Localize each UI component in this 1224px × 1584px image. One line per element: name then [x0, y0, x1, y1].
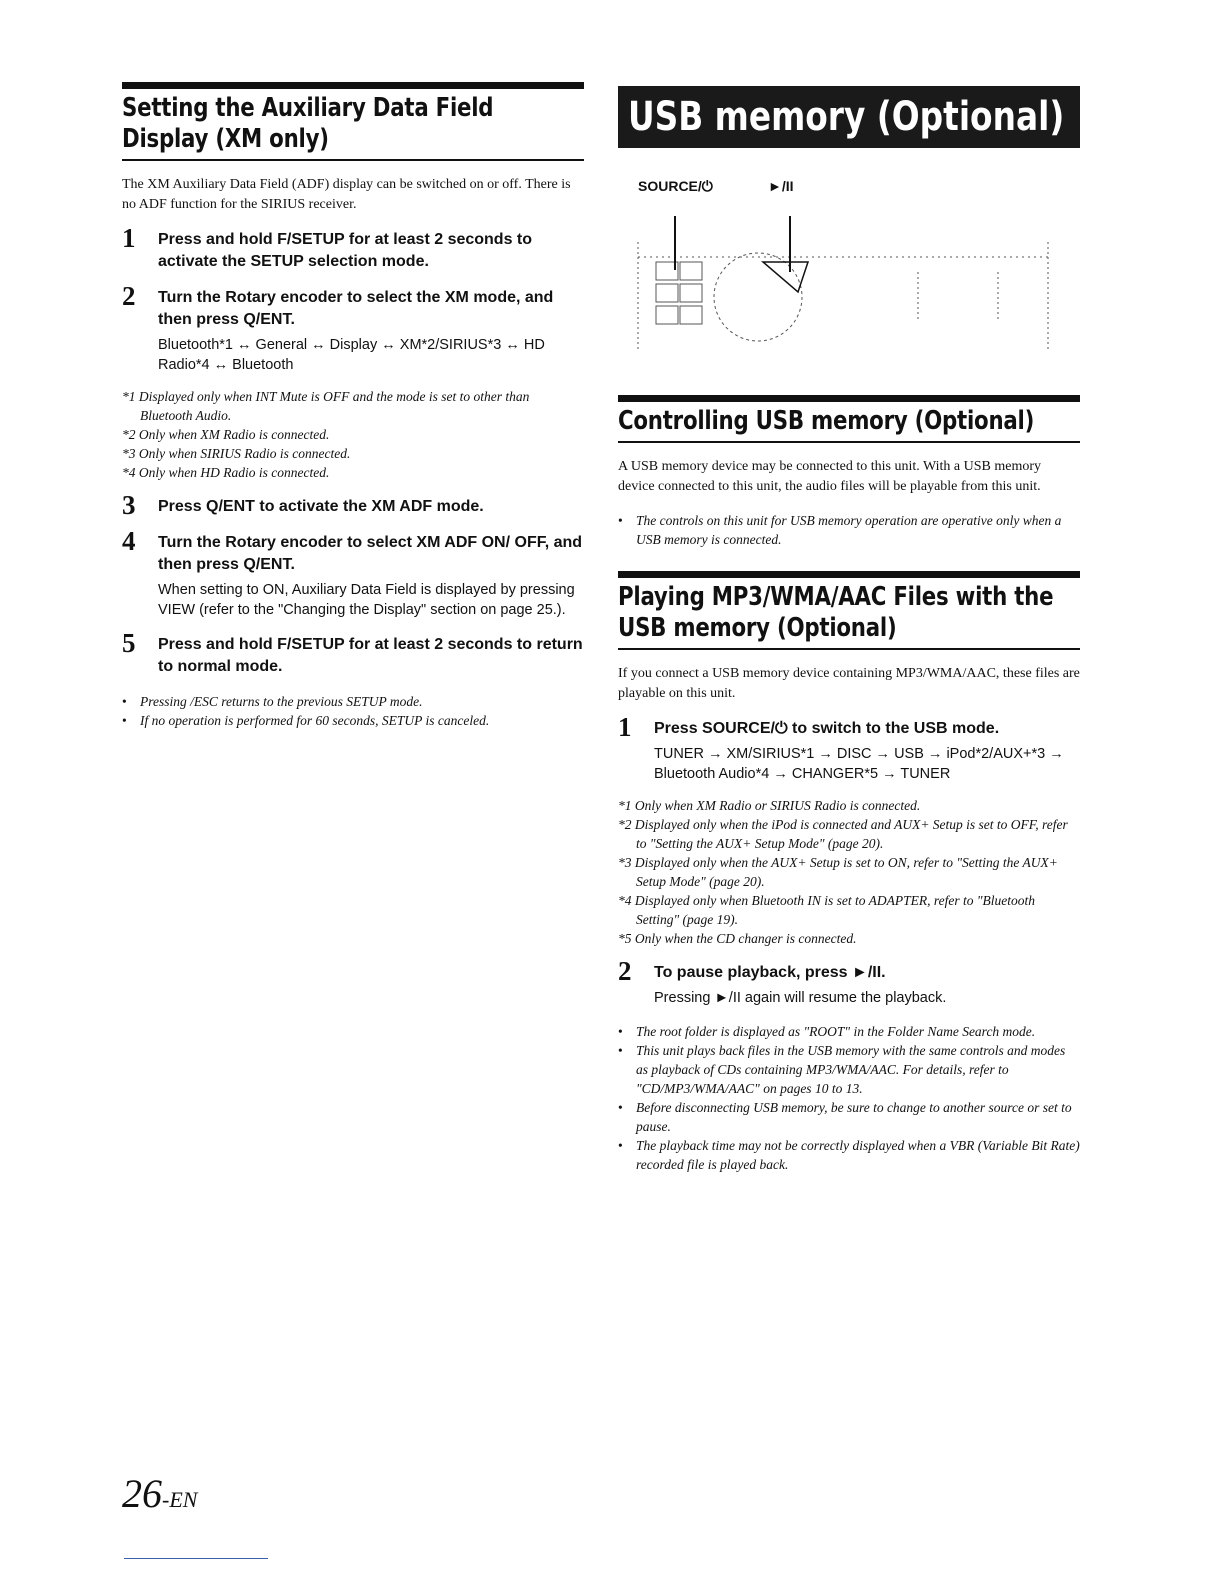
bullet-item: • The playback time may not be correctly displayed when a VBR (Variable Bit Rate) recorded file is played back. [618, 1136, 1080, 1174]
footnote: *3 Only when SIRIUS Radio is connected. [122, 446, 351, 461]
footnote: *5 Only when the CD changer is connected. [618, 931, 857, 946]
adf-section-header [122, 82, 584, 161]
bullet-item: • Pressing /ESC returns to the previous SETUP mode. [122, 692, 584, 711]
source-button-label: SOURCE/⏻ [638, 178, 713, 194]
step-title: Press SOURCE/⏻ to switch to the USB mode. [654, 720, 1000, 737]
usb-banner-title: USB memory (Optional) [628, 94, 1065, 140]
footnote: *1 Only when XM Radio or SIRIUS Radio is connected. [618, 798, 921, 813]
playing-bullets [618, 1022, 1080, 1174]
footnote: *4 Displayed only when Bluetooth IN is set to ADAPTER, refer to "Bluetooth Setting" (page 19). [618, 893, 1035, 927]
step-body: Pressing ►/II again will resume the playback. [654, 990, 947, 1006]
playing-heading: Playing MP3/WMA/AAC Files with the USB memory (Optional) [618, 582, 1054, 643]
adf-step-5 [122, 628, 584, 678]
step-number: 2 [122, 281, 136, 311]
play-pause-button-label: ►/II [768, 178, 794, 194]
step-title: Press and hold F/SETUP for at least 2 seconds to return to normal mode. [158, 636, 583, 675]
adf-step-4 [122, 526, 584, 620]
playing-footnotes [618, 796, 1080, 948]
adf-bullets [122, 692, 584, 730]
step-title: Press and hold F/SETUP for at least 2 seconds to activate the SETUP selection mode. [158, 231, 533, 270]
footnote: *2 Only when XM Radio is connected. [122, 427, 330, 442]
step-number: 4 [122, 526, 136, 556]
bullet-item: • The controls on this unit for USB memory operation are operative only when a USB memory is connected. [618, 511, 1080, 549]
adf-step-1 [122, 223, 584, 273]
footnote: *3 Displayed only when the AUX+ Setup is set to ON, refer to "Setting the AUX+ Setup Mode" (page 20). [618, 855, 1058, 889]
bullet-item: • The root folder is displayed as "ROOT" in the Folder Name Search mode. [618, 1022, 1080, 1041]
bullet-item: • This unit plays back files in the USB memory with the same controls and modes as playback of CDs containing MP3/WMA/AAC. For details, refer to "CD/MP3/WMA/AAC" on pages 10 to 13. [618, 1041, 1080, 1098]
controlling-bullets [618, 511, 1080, 549]
step-number: 1 [122, 223, 136, 253]
playing-section-header [618, 571, 1080, 650]
page-number-value: 26 [122, 1471, 162, 1516]
step-body: Bluetooth*1 ↔ General ↔ Display ↔ XM*2/SIRIUS*3 ↔ HD Radio*4 ↔ Bluetooth [158, 337, 545, 373]
playing-intro: If you connect a USB memory device containing MP3/WMA/AAC, these files are playable on this unit. [618, 666, 1080, 701]
controlling-intro: A USB memory device may be connected to this unit. With a USB memory device connected to this unit, the audio files will be playable from this unit. [618, 459, 1042, 494]
playing-step-1 [618, 712, 1080, 784]
step-number: 3 [122, 490, 136, 520]
adf-footnotes [122, 387, 584, 482]
step-title: Turn the Rotary encoder to select the XM mode, and then press Q/ENT. [158, 289, 554, 328]
adf-intro: The XM Auxiliary Data Field (ADF) display can be switched on or off. There is no ADF function for the SIRIUS receiver. [122, 177, 571, 212]
step-title: Press Q/ENT to activate the XM ADF mode. [158, 498, 484, 515]
usb-banner [618, 86, 1080, 148]
step-number: 1 [618, 712, 632, 742]
page-suffix: -EN [162, 1487, 198, 1512]
footnote: *2 Displayed only when the iPod is connected and AUX+ Setup is set to OFF, refer to "Setting the AUX+ Setup Mode" (page 20). [618, 817, 1068, 851]
step-title: Turn the Rotary encoder to select XM ADF ON/ OFF, and then press Q/ENT. [158, 534, 583, 573]
adf-step-2 [122, 281, 584, 375]
page-number [122, 1470, 197, 1517]
head-unit-diagram [618, 202, 1058, 372]
controlling-heading: Controlling USB memory (Optional) [618, 406, 1035, 436]
footer-line [124, 1558, 268, 1559]
step-body: When setting to ON, Auxiliary Data Field is displayed by pressing VIEW (refer to the "Changing the Display" section on page 25.). [158, 582, 575, 618]
step-title: To pause playback, press ►/II. [654, 964, 886, 981]
controlling-section-header [618, 395, 1080, 443]
adf-heading: Setting the Auxiliary Data Field Display (XM only) [122, 93, 494, 154]
bullet-item: • Before disconnecting USB memory, be sure to change to another source or set to pause. [618, 1098, 1080, 1136]
step-number: 2 [618, 956, 632, 986]
playing-step-2 [618, 956, 1080, 1008]
right-column [618, 86, 1080, 1174]
bullet-item: • If no operation is performed for 60 seconds, SETUP is canceled. [122, 711, 584, 730]
left-column [122, 82, 584, 730]
footnote: *4 Only when HD Radio is connected. [122, 465, 330, 480]
step-number: 5 [122, 628, 136, 658]
diagram-labels [618, 178, 1080, 198]
footnote: *1 Displayed only when INT Mute is OFF and the mode is set to other than Bluetooth Audio. [122, 389, 530, 423]
adf-step-3 [122, 490, 584, 520]
step-body: TUNER → XM/SIRIUS*1 → DISC → USB → iPod*2/AUX+*3 → Bluetooth Audio*4 → CHANGER*5 → TUNER [654, 746, 1064, 782]
